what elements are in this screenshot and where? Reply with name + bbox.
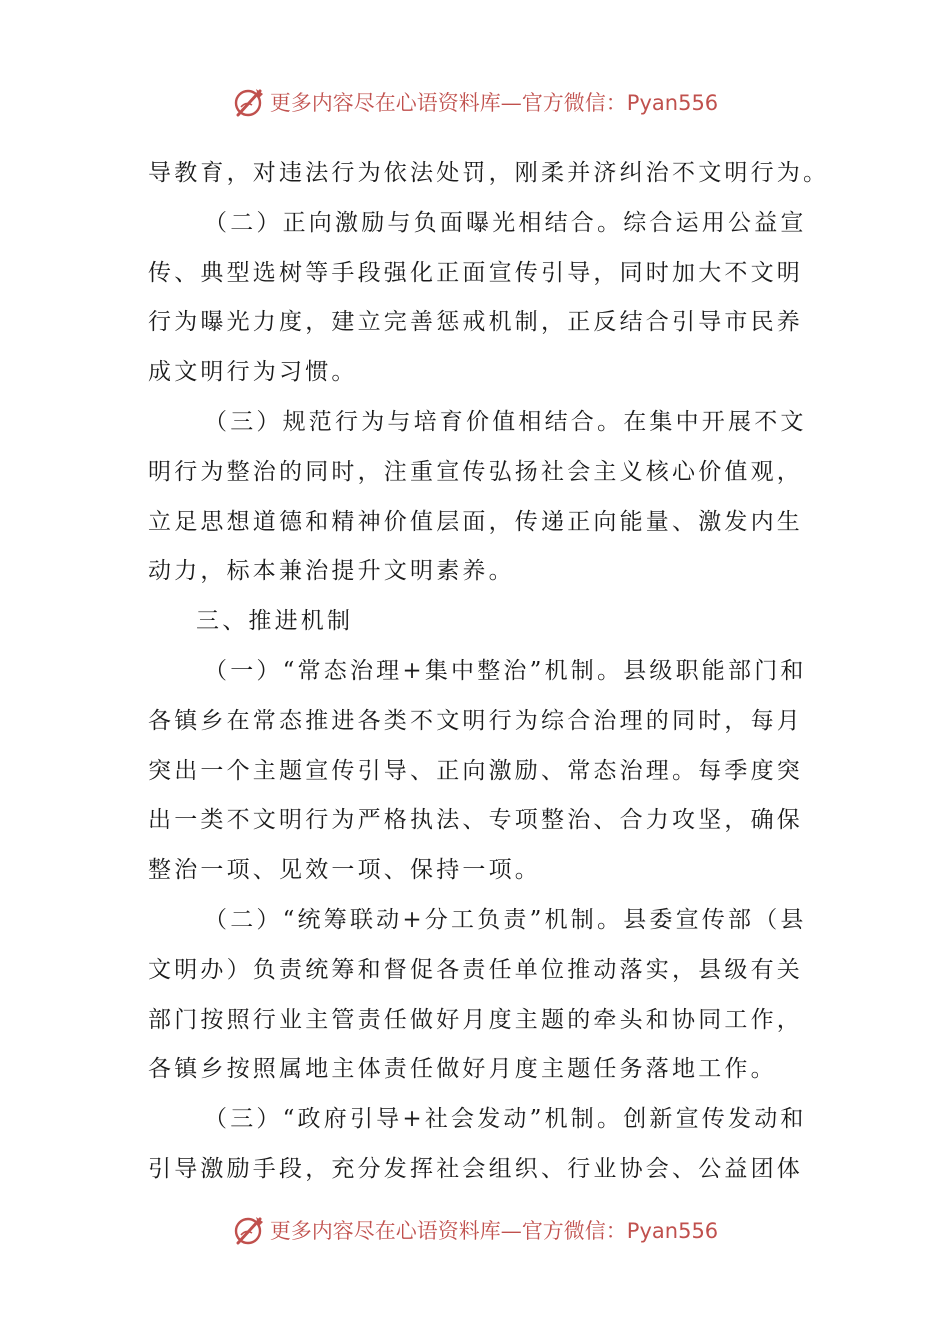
paragraph-line: 整治一项、见效一项、保持一项。 — [148, 857, 541, 884]
paragraph-line: （三）“政府引导+社会发动”机制。创新宣传发动和 — [204, 1106, 807, 1133]
paragraph-line: 引导激励手段，充分发挥社会组织、行业协会、公益团体 — [148, 1155, 803, 1182]
document-body — [148, 149, 830, 1195]
paragraph-line: （二）正向激励与负面曝光相结合。综合运用公益宣 — [204, 209, 807, 236]
paragraph-line: 出一类不文明行为严格执法、专项整治、合力攻坚，确保 — [148, 807, 803, 834]
paragraph-line: 立足思想道德和精神价值层面，传递正向能量、激发内生 — [148, 508, 803, 535]
watermark-text: 更多内容尽在心语资料库—官方微信：Pyan556 — [269, 91, 719, 115]
paragraph-line: （一）“常态治理+集中整治”机制。县级职能部门和 — [204, 657, 807, 684]
pen-logo-icon — [232, 85, 266, 119]
paragraph-line: 各镇乡在常态推进各类不文明行为综合治理的同时，每月 — [148, 707, 803, 734]
section-heading: 三、推进机制 — [196, 608, 354, 635]
paragraph-line: 各镇乡按照属地主体责任做好月度主题任务落地工作。 — [148, 1056, 777, 1083]
paragraph-line: 突出一个主题宣传引导、正向激励、常态治理。每季度突 — [148, 757, 803, 784]
header-watermark — [0, 82, 950, 122]
paragraph-line: 成文明行为习惯。 — [148, 359, 358, 386]
footer-watermark — [0, 1210, 950, 1250]
paragraph-line: 动力，标本兼治提升文明素养。 — [148, 558, 515, 585]
paragraph-line: 部门按照行业主管责任做好月度主题的牵头和协同工作， — [148, 1006, 803, 1033]
paragraph-line: 传、典型选树等手段强化正面宣传引导，同时加大不文明 — [148, 259, 803, 286]
paragraph-line: 明行为整治的同时，注重宣传弘扬社会主义核心价值观， — [148, 458, 803, 485]
watermark-text: 更多内容尽在心语资料库—官方微信：Pyan556 — [269, 1219, 719, 1243]
paragraph-line: 行为曝光力度，建立完善惩戒机制，正反结合引导市民养 — [148, 309, 803, 336]
paragraph-line: （三）规范行为与培育价值相结合。在集中开展不文 — [204, 408, 807, 435]
pen-logo-icon — [232, 1213, 266, 1247]
paragraph-line: 文明办）负责统筹和督促各责任单位推动落实，县级有关 — [148, 956, 803, 983]
paragraph-line: 导教育，对违法行为依法处罚，刚柔并济纠治不文明行为。 — [148, 160, 830, 186]
paragraph-line: （二）“统筹联动+分工负责”机制。县委宣传部（县 — [204, 906, 807, 933]
